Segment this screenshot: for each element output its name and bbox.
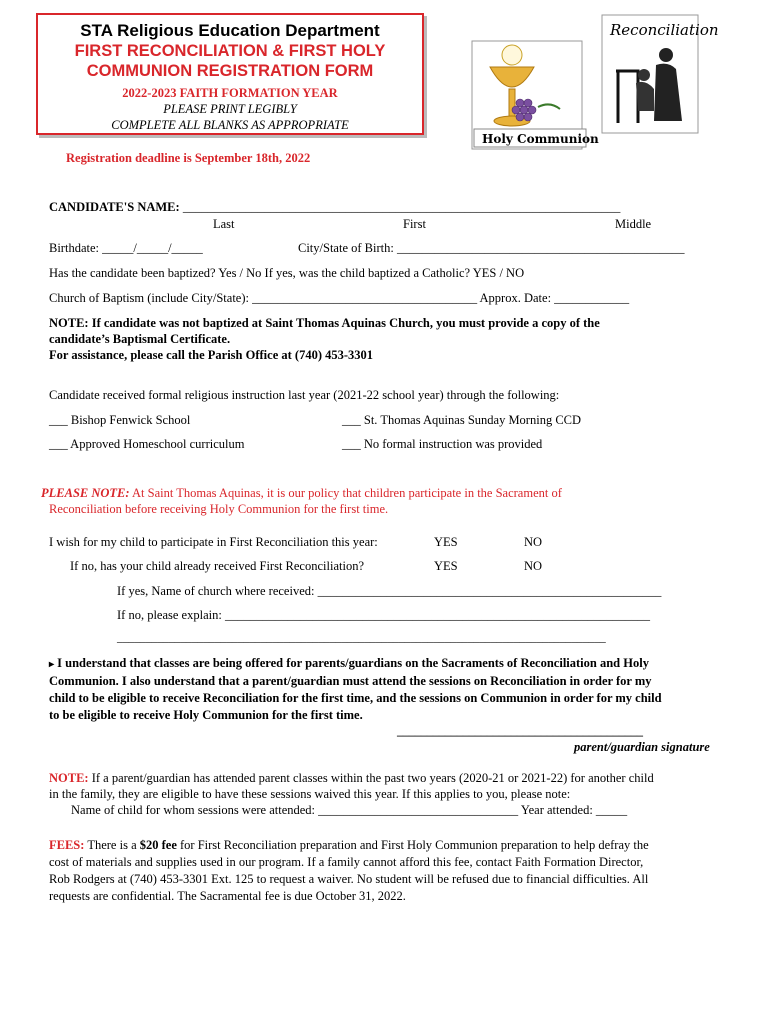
candidate-name-label: CANDIDATE'S NAME:	[49, 200, 183, 214]
form-title-line1: FIRST RECONCILIATION & FIRST HOLY	[74, 42, 386, 60]
arrow-right-icon: ▸	[49, 659, 55, 670]
fees-line1b: for First Reconciliation preparation and First Holy Communion preparation to help defray the	[176, 838, 649, 852]
policy-note-text2: Reconciliation before receiving Holy Communion for the first time.	[49, 502, 389, 516]
form-header	[36, 13, 424, 135]
sub-label-middle: Middle	[615, 217, 652, 231]
form-title-line2: COMMUNION REGISTRATION FORM	[86, 62, 374, 80]
already-received-no[interactable]: NO	[524, 559, 543, 573]
option-no-instruction[interactable]: ___ No formal instruction was provided	[342, 437, 543, 451]
fee-amount: $20 fee	[139, 838, 177, 852]
instruction-intro: Candidate received formal religious instruction last year (2021-22 school year) through the following:	[49, 388, 560, 402]
policy-note-label: PLEASE NOTE:	[41, 486, 130, 500]
registration-deadline: Registration deadline is September 18th, 2022	[66, 151, 311, 165]
baptism-note-line2: candidate’s Baptismal Certificate.	[49, 332, 231, 346]
policy-note	[41, 485, 562, 517]
fees-label: FEES:	[49, 838, 85, 852]
fees-line1a: There is a	[84, 838, 140, 852]
baptism-note-line1: NOTE: If candidate was not baptized at Saint Thomas Aquinas Church, you must provide a copy of the	[49, 316, 600, 330]
already-received-question: If no, has your child already received First Reconciliation?	[70, 559, 364, 573]
reconciliation-no[interactable]: NO	[524, 535, 543, 549]
communion-label: Holy Communion	[482, 132, 599, 146]
reconciliation-label: Reconciliation	[610, 21, 719, 39]
signature-label: parent/guardian signature	[574, 740, 710, 754]
fees-section	[49, 837, 649, 905]
already-received-yes[interactable]: YES	[434, 559, 458, 573]
sacrament-illustrations	[468, 11, 719, 151]
sub-label-last: Last	[213, 217, 235, 231]
child-sessions-field[interactable]: Name of child for whom sessions were attended: ________________________________ Year attended: _____	[71, 803, 628, 817]
church-received-field[interactable]: If yes, Name of church where received: _______________________________________________________	[117, 584, 662, 598]
parent-note-line1: If a parent/guardian has attended parent classes within the past two years (2020-21 or 2021-22) for another child	[88, 771, 654, 785]
candidate-name-line[interactable]: ______________________________________________________________________	[182, 200, 621, 214]
baptized-question[interactable]: Has the candidate been baptized? Yes / No If yes, was the child baptized a Catholic? YES / NO	[49, 266, 525, 280]
parent-classes-note	[49, 770, 654, 818]
sub-label-first: First	[403, 217, 426, 231]
reconciliation-yes[interactable]: YES	[434, 535, 458, 549]
signature-line[interactable]: _________________________________________	[397, 724, 643, 738]
communion-reconciliation-image	[468, 11, 719, 151]
fees-line2: cost of materials and supplies used in our program. If a family cannot afford this fee, contact Faith Formation Director,	[49, 855, 644, 869]
baptism-note	[49, 315, 600, 363]
understand-line1: I understand that classes are being offered for parents/guardians on the Sacraments of Reconciliation and Holy	[57, 656, 649, 670]
explain-field[interactable]: If no, please explain: ____________________________________________________________________	[117, 608, 650, 622]
fees-line4: requests are confidential. The Sacramental fee is due October 31, 2022.	[49, 889, 406, 903]
understand-line2: Communion. I also understand that a parent/guardian must attend the sessions on Reconciliation in order for my	[49, 674, 652, 688]
complete-note: COMPLETE ALL BLANKS AS APPROPRIATE	[111, 118, 349, 132]
department-title: STA Religious Education Department	[80, 21, 380, 40]
understand-statement	[49, 655, 739, 724]
birthdate-field[interactable]: Birthdate: _____/_____/_____	[49, 241, 203, 255]
parent-note-line2: in the family, they are eligible to have these sessions waived this year. If this applies to you, please note:	[49, 787, 571, 801]
option-sunday-ccd[interactable]: ___ St. Thomas Aquinas Sunday Morning CCD	[342, 413, 582, 427]
church-of-baptism-field[interactable]: Church of Baptism (include City/State): ____________________________________ Approx. Date: ____________	[49, 291, 630, 305]
fees-line3: Rob Rodgers at (740) 453-3301 Ext. 125 to request a waiver. No student will be refused due to financial difficulties. All	[49, 872, 649, 886]
explain-extra-line[interactable]: _____________________________________________________________________________________	[117, 632, 606, 644]
understand-line4: to be eligible to receive Holy Communion for the first time.	[49, 708, 363, 722]
parent-note-label: NOTE:	[49, 771, 89, 785]
understand-line3: child to be eligible to receive Reconciliation for the first time, and the sessions on Communion in order for my child	[49, 691, 662, 705]
print-note: PLEASE PRINT LEGIBLY	[163, 102, 297, 116]
option-homeschool[interactable]: ___ Approved Homeschool curriculum	[49, 437, 245, 451]
policy-note-text1: At Saint Thomas Aquinas, it is our policy that children participate in the Sacrament of	[129, 486, 562, 500]
faith-year: 2022-2023 FAITH FORMATION YEAR	[122, 86, 338, 100]
option-bishop-fenwick[interactable]: ___ Bishop Fenwick School	[49, 413, 191, 427]
birthplace-field[interactable]: City/State of Birth: ______________________________________________	[298, 241, 685, 255]
candidate-name-field[interactable]	[49, 200, 620, 215]
reconciliation-question: I wish for my child to participate in First Reconciliation this year:	[49, 535, 378, 549]
baptism-note-line3: For assistance, please call the Parish Office at (740) 453-3301	[49, 348, 374, 362]
